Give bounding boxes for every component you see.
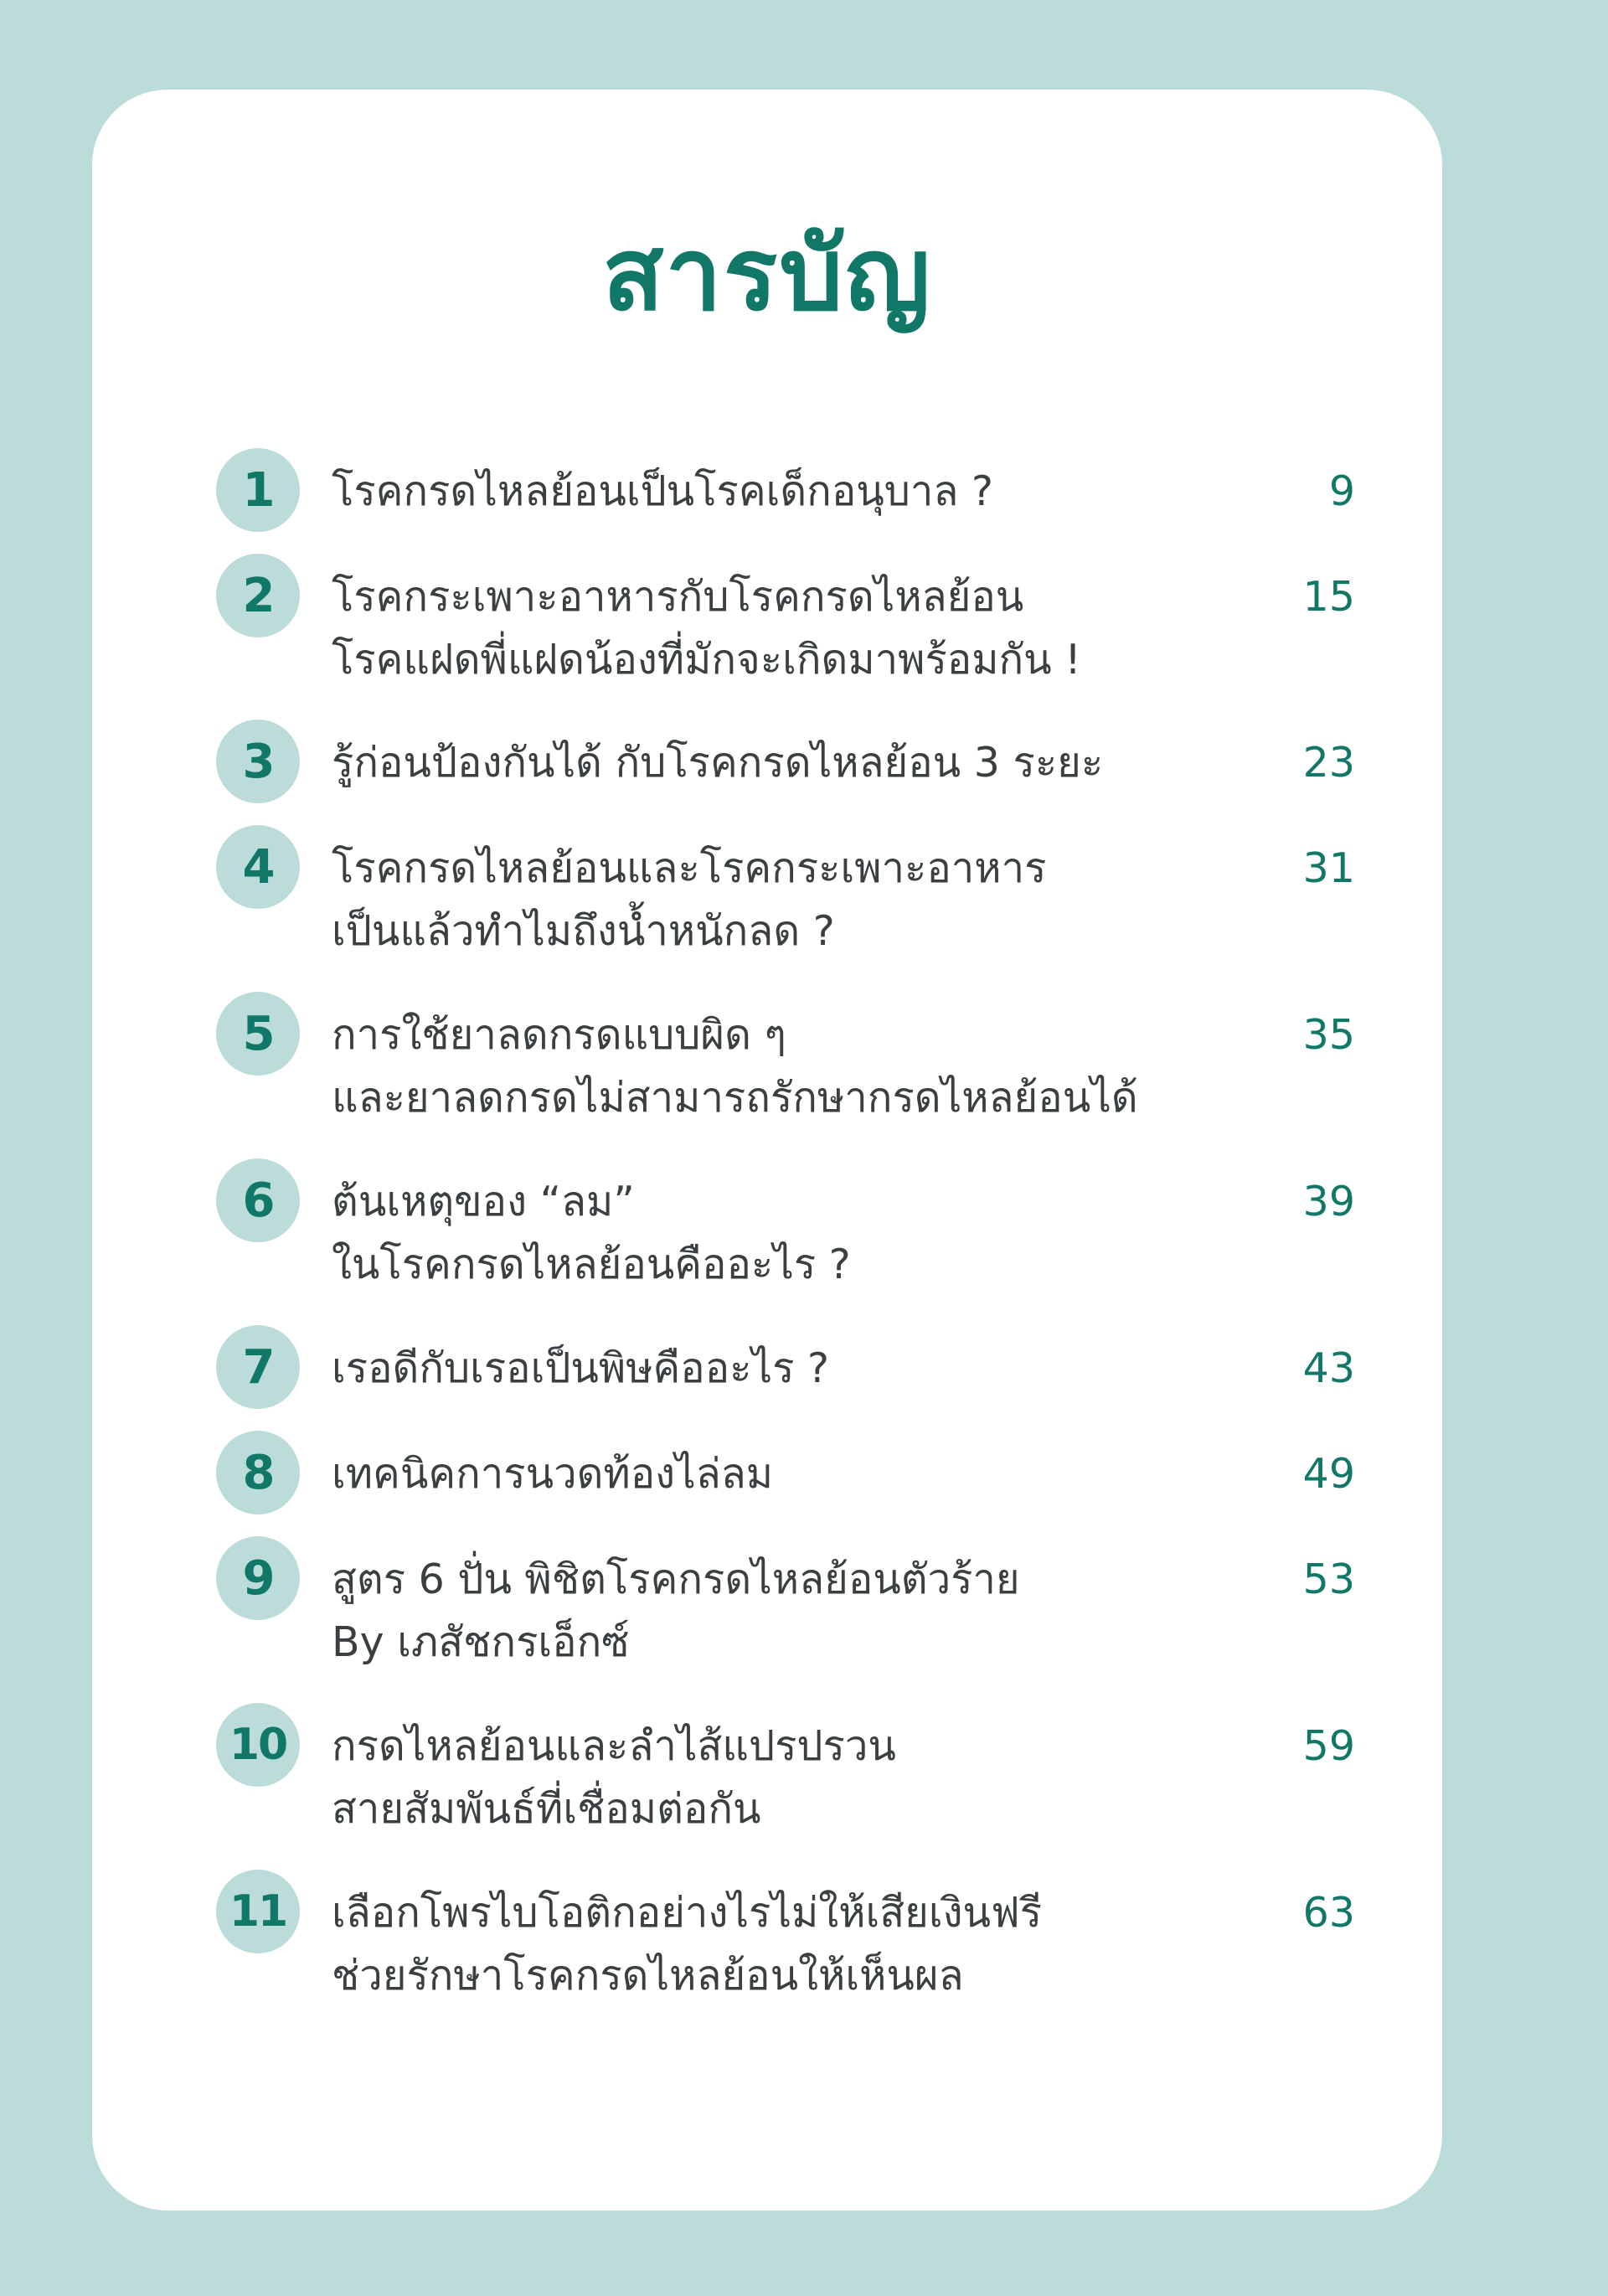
chapter-title-line: ช่วยรักษาโรคกรดไหลย้อนให้เห็นผล [332,1952,964,1999]
chapter-title-line: เรอดีกับเรอเป็นพิษคืออะไร ? [332,1344,830,1392]
toc-entry-3[interactable] [216,720,1355,828]
page-number: 9 [1328,467,1355,515]
chapter-title-line: เป็นแล้วทำไมถึงน้ำหนักลด ? [332,907,835,955]
toc-entry-9[interactable] [216,1536,1355,1666]
page-title: สารบัญ [602,217,932,333]
page-number: 43 [1302,1344,1355,1392]
toc-entry-11[interactable] [216,1870,1355,1999]
page-number: 63 [1302,1889,1355,1937]
page-number: 39 [1302,1178,1355,1225]
chapter-title [332,1715,1211,1840]
chapter-title-line: เทคนิคการนวดท้องไล่ลม [332,1450,774,1498]
chapter-title [332,1170,1211,1296]
chapter-title-line: By เภสัชกรเอ็กซ์ [332,1618,630,1666]
chapter-title-line: การใช้ยาลดกรดแบบผิด ๆ [332,1011,786,1059]
chapter-title-line: โรคกรดไหลย้อนเป็นโรคเด็กอนุบาล ? [332,467,993,515]
toc-entry-8[interactable] [216,1431,1355,1540]
toc-entry-1[interactable] [216,448,1355,557]
chapter-number-badge: 10 [216,1703,300,1787]
chapter-number-badge: 9 [216,1536,300,1620]
toc-entry-2[interactable] [216,554,1355,684]
page-number: 23 [1302,739,1355,787]
chapter-title [332,1881,1211,2007]
chapter-title-line: โรคกรดไหลย้อนและโรคกระเพาะอาหาร [332,844,1047,892]
chapter-title [332,1004,1211,1129]
chapter-number-badge: 2 [216,554,300,637]
chapter-number-badge: 8 [216,1431,300,1514]
toc-entry-4[interactable] [216,825,1355,955]
chapter-title-line: สูตร 6 ปั่น พิชิตโรคกรดไหลย้อนตัวร้าย [332,1556,1020,1603]
chapter-title [332,460,1211,523]
page-number: 53 [1302,1556,1355,1603]
chapter-title-line: ในโรคกรดไหลย้อนคืออะไร ? [332,1241,851,1288]
chapter-number-badge: 11 [216,1870,300,1953]
chapter-title-line: โรคกระเพาะอาหารกับโรคกรดไหลย้อน [332,573,1024,621]
page-number: 59 [1302,1722,1355,1770]
page-number: 15 [1302,573,1355,621]
chapter-number-badge: 4 [216,825,300,909]
chapter-title-line: ต้นเหตุของ “ลม” [332,1178,635,1225]
toc-entry-10[interactable] [216,1703,1355,1833]
chapter-title-line: สายสัมพันธ์ที่เชื่อมต่อกัน [332,1785,761,1833]
chapter-number-badge: 6 [216,1158,300,1242]
toc-entry-6[interactable] [216,1158,1355,1288]
chapter-title [332,1442,1211,1505]
chapter-title [332,1337,1211,1400]
page-number: 35 [1302,1011,1355,1059]
chapter-title-line: รู้ก่อนป้องกันได้ กับโรคกรดไหลย้อน 3 ระยะ [332,739,1104,787]
toc-card [92,90,1442,2211]
chapter-title-line: โรคแฝดพี่แฝดน้องที่มักจะเกิดมาพร้อมกัน ! [332,636,1081,684]
chapter-title [332,565,1211,691]
chapter-title-line: กรดไหลย้อนและลำไส้แปรปรวน [332,1722,896,1770]
chapter-number-badge: 5 [216,992,300,1076]
chapter-number-badge: 1 [216,448,300,532]
chapter-title-line: และยาลดกรดไม่สามารถรักษากรดไหลย้อนได้ [332,1074,1138,1122]
toc-entry-7[interactable] [216,1325,1355,1434]
chapter-number-badge: 3 [216,720,300,803]
chapter-title [332,1548,1211,1674]
page-number: 49 [1302,1450,1355,1498]
page-number: 31 [1302,844,1355,892]
chapter-title [332,837,1211,962]
chapter-number-badge: 7 [216,1325,300,1409]
toc-entry-5[interactable] [216,992,1355,1122]
chapter-title [332,731,1211,794]
chapter-title-line: เลือกโพรไบโอติกอย่างไรไม่ให้เสียเงินฟรี [332,1889,1043,1937]
